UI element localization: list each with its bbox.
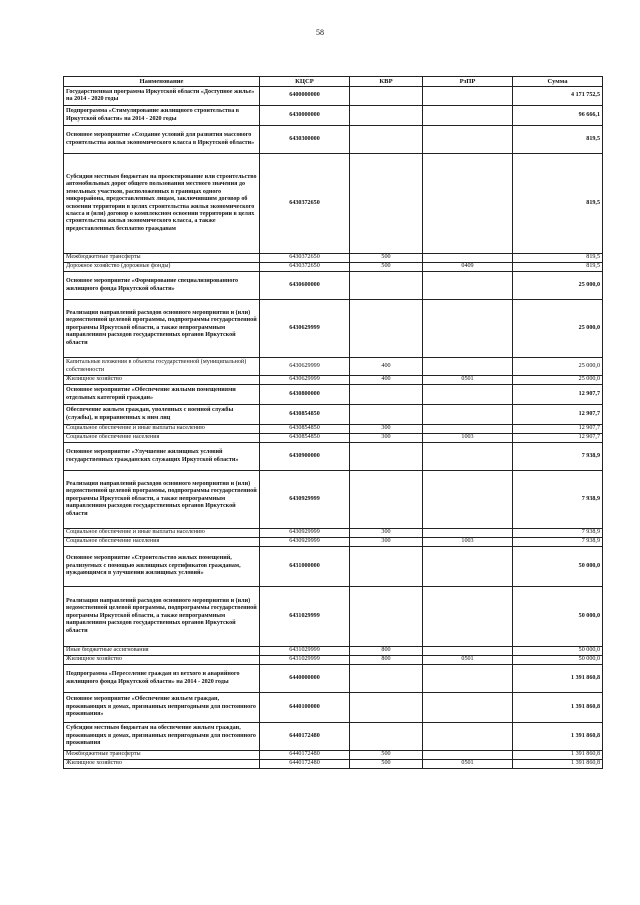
budget-table [63,76,603,769]
cell-name: Государственная программа Иркутской области «Доступное жилье» на 2014 - 2020 годы [64,87,260,106]
cell-name: Социальное обеспечение населения [64,538,260,547]
cell-sum: 1 391 860,8 [513,693,603,723]
cell-kcsr: 6430372650 [260,254,350,263]
cell-kcsr: 6431029999 [260,656,350,665]
cell-kcsr: 6430929999 [260,529,350,538]
cell-rzpr [423,126,513,154]
cell-sum: 50 000,0 [513,587,603,647]
cell-rzpr: 0501 [423,376,513,385]
table-row [64,272,603,300]
cell-name: Субсидии местным бюджетам на обеспечение жильем граждан, проживающих в домах, признанных непригодными для постоянного проживания [64,723,260,751]
cell-rzpr [423,647,513,656]
table-row [64,529,603,538]
table-row [64,263,603,272]
cell-kcsr: 6430854850 [260,434,350,443]
cell-rzpr [423,723,513,751]
cell-sum: 1 391 860,8 [513,665,603,693]
cell-name: Подпрограмма «Стимулирование жилищного строительства в Иркутской области» на 2014 - 2020 годы [64,106,260,126]
cell-kvr [350,106,423,126]
cell-sum: 1 391 860,8 [513,760,603,769]
cell-kcsr: 6430629999 [260,376,350,385]
cell-sum: 50 000,0 [513,656,603,665]
cell-kvr: 800 [350,647,423,656]
cell-sum: 1 391 860,8 [513,751,603,760]
cell-kvr [350,693,423,723]
cell-kcsr: 6431000000 [260,547,350,587]
cell-sum: 7 938,9 [513,529,603,538]
cell-rzpr [423,547,513,587]
table-row [64,425,603,434]
cell-rzpr: 1003 [423,434,513,443]
cell-name: Субсидии местным бюджетам на проектирование или строительство автомобильных дорог общего пользования местного значения до земельных участков, расположенных в границах одного микрорайона, предоставленных лицам, заключившим договор об освоении территории в целях строительства жилья экономического класса и (или) договор о комплексном освоении территории в целях строительства жилья экономического класса, а также предоставленных бесплатно гражданам [64,154,260,254]
cell-sum: 25 000,0 [513,272,603,300]
table-row [64,723,603,751]
cell-kvr [350,547,423,587]
cell-rzpr: 1003 [423,538,513,547]
table-body [64,87,603,769]
cell-kvr: 300 [350,538,423,547]
cell-name: Межбюджетные трансферты [64,751,260,760]
table-row [64,760,603,769]
cell-name: Основное мероприятие «Формирование специализированного жилищного фонда Иркутской области» [64,272,260,300]
cell-kcsr: 6431029999 [260,587,350,647]
cell-kvr [350,154,423,254]
cell-name: Жилищное хозяйство [64,760,260,769]
header-name: Наименование [64,77,260,87]
table-row [64,358,603,376]
table-row [64,385,603,405]
table-row [64,471,603,529]
cell-rzpr [423,587,513,647]
cell-sum: 12 907,7 [513,385,603,405]
cell-kcsr: 6400000000 [260,87,350,106]
cell-name: Социальное обеспечение и иные выплаты населению [64,529,260,538]
cell-kvr [350,665,423,693]
cell-sum: 25 000,0 [513,358,603,376]
cell-rzpr [423,254,513,263]
cell-name: Социальное обеспечение и иные выплаты населению [64,425,260,434]
cell-kvr [350,87,423,106]
cell-kcsr: 6430929999 [260,538,350,547]
table-row [64,693,603,723]
cell-rzpr [423,405,513,425]
cell-name: Жилищное хозяйство [64,376,260,385]
table-row [64,751,603,760]
cell-kcsr: 6430929999 [260,471,350,529]
table-row [64,106,603,126]
cell-sum: 12 907,7 [513,434,603,443]
table-row [64,87,603,106]
cell-sum: 819,5 [513,126,603,154]
cell-kcsr: 6430854850 [260,425,350,434]
cell-name: Межбюджетные трансферты [64,254,260,263]
cell-name: Основное мероприятие «Создание условий для развития массового строительства жилья экономического класса в Иркутской области» [64,126,260,154]
cell-rzpr [423,106,513,126]
cell-sum: 819,5 [513,154,603,254]
cell-sum: 1 391 860,8 [513,723,603,751]
table-header-row [64,77,603,87]
cell-kvr: 500 [350,263,423,272]
cell-name: Капитальные вложения в объекты государственной (муниципальной) собственности [64,358,260,376]
cell-rzpr [423,443,513,471]
cell-kvr: 400 [350,358,423,376]
cell-kvr [350,385,423,405]
header-rzpr: РзПР [423,77,513,87]
cell-sum: 7 938,9 [513,471,603,529]
cell-sum: 7 938,9 [513,443,603,471]
cell-sum: 25 000,0 [513,300,603,358]
table-row [64,443,603,471]
cell-kvr [350,405,423,425]
cell-sum: 25 000,0 [513,376,603,385]
table-row [64,154,603,254]
cell-kcsr: 6430900000 [260,443,350,471]
cell-name: Подпрограмма «Переселение граждан из ветхого и аварийного жилищного фонда Иркутской области» на 2014 - 2020 годы [64,665,260,693]
cell-sum: 12 907,7 [513,425,603,434]
cell-kvr: 500 [350,254,423,263]
cell-rzpr [423,425,513,434]
table-row [64,434,603,443]
cell-rzpr [423,665,513,693]
cell-kcsr: 6431029999 [260,647,350,656]
cell-kcsr: 6430372650 [260,154,350,254]
cell-kcsr: 6430629999 [260,358,350,376]
cell-name: Основное мероприятие «Обеспечение жильем граждан, проживающих в домах, признанных непригодными для постоянного проживания» [64,693,260,723]
cell-name: Жилищное хозяйство [64,656,260,665]
cell-kvr [350,272,423,300]
page-number: 58 [316,28,324,37]
cell-kvr [350,126,423,154]
cell-rzpr [423,154,513,254]
cell-rzpr [423,385,513,405]
cell-sum: 7 938,9 [513,538,603,547]
cell-sum: 50 000,0 [513,547,603,587]
cell-name: Реализация направлений расходов основного мероприятия и (или) ведомственной целевой программы, подпрограммы государственной программы Иркутской области, а также непрограммным направлениям расходов государственных органов Иркутской области [64,471,260,529]
cell-rzpr: 0501 [423,760,513,769]
cell-name: Основное мероприятие «Строительство жилых помещений, реализуемых с помощью жилищных сертификатов гражданам, нуждающимся в улучшении жилищных условий» [64,547,260,587]
cell-rzpr [423,751,513,760]
cell-name: Реализация направлений расходов основного мероприятия и (или) ведомственной целевой программы, подпрограммы государственной программы Иркутской области, а также непрограммным направлениям расходов государственных органов Иркутской области [64,300,260,358]
cell-rzpr [423,87,513,106]
table-row [64,405,603,425]
table-row [64,126,603,154]
cell-kvr [350,723,423,751]
cell-sum: 819,5 [513,263,603,272]
cell-sum: 4 171 752,5 [513,87,603,106]
cell-kcsr: 6430300000 [260,126,350,154]
cell-name: Иные бюджетные ассигнования [64,647,260,656]
table-row [64,665,603,693]
cell-kcsr: 6440172480 [260,760,350,769]
cell-name: Основное мероприятие «Обеспечение жилыми помещениями отдельных категорий граждан» [64,385,260,405]
cell-kvr: 300 [350,529,423,538]
table-row [64,587,603,647]
cell-name: Основное мероприятие «Улучшение жилищных условий государственных гражданских служащих Иркутской области» [64,443,260,471]
cell-sum: 12 907,7 [513,405,603,425]
cell-kcsr: 6440000000 [260,665,350,693]
cell-kcsr: 6430372650 [260,263,350,272]
cell-kcsr: 6430000000 [260,106,350,126]
cell-name: Социальное обеспечение населения [64,434,260,443]
cell-kcsr: 6430854850 [260,405,350,425]
header-kcsr: КЦСР [260,77,350,87]
table-row [64,254,603,263]
cell-name: Обеспечение жильем граждан, уволенных с военной службы (службы), и приравненных к ним лиц [64,405,260,425]
cell-kvr: 300 [350,425,423,434]
header-sum: Сумма [513,77,603,87]
cell-kvr: 500 [350,751,423,760]
cell-kvr: 400 [350,376,423,385]
cell-rzpr: 0409 [423,263,513,272]
cell-sum: 819,5 [513,254,603,263]
cell-kcsr: 6440100000 [260,693,350,723]
cell-kcsr: 6430629999 [260,300,350,358]
cell-rzpr: 0501 [423,656,513,665]
cell-kcsr: 6440172480 [260,751,350,760]
table-row [64,656,603,665]
cell-kvr [350,300,423,358]
table-row [64,538,603,547]
cell-kvr [350,443,423,471]
cell-rzpr [423,358,513,376]
cell-kvr: 800 [350,656,423,665]
cell-sum: 96 666,1 [513,106,603,126]
cell-kvr: 300 [350,434,423,443]
header-kvr: КВР [350,77,423,87]
cell-kvr [350,587,423,647]
cell-kcsr: 6430600000 [260,272,350,300]
cell-rzpr [423,693,513,723]
table-row [64,300,603,358]
cell-kvr [350,471,423,529]
cell-kcsr: 6430800000 [260,385,350,405]
cell-kvr: 500 [350,760,423,769]
cell-name: Реализация направлений расходов основного мероприятия и (или) ведомственной целевой программы, подпрограммы государственной программы Иркутской области, а также непрограммным направлениям расходов государственных органов Иркутской области [64,587,260,647]
cell-sum: 50 000,0 [513,647,603,656]
cell-rzpr [423,471,513,529]
cell-kcsr: 6440172480 [260,723,350,751]
table-row [64,376,603,385]
cell-rzpr [423,529,513,538]
table-row [64,647,603,656]
cell-rzpr [423,272,513,300]
table-row [64,547,603,587]
cell-rzpr [423,300,513,358]
cell-name: Дорожное хозяйство (дорожные фонды) [64,263,260,272]
